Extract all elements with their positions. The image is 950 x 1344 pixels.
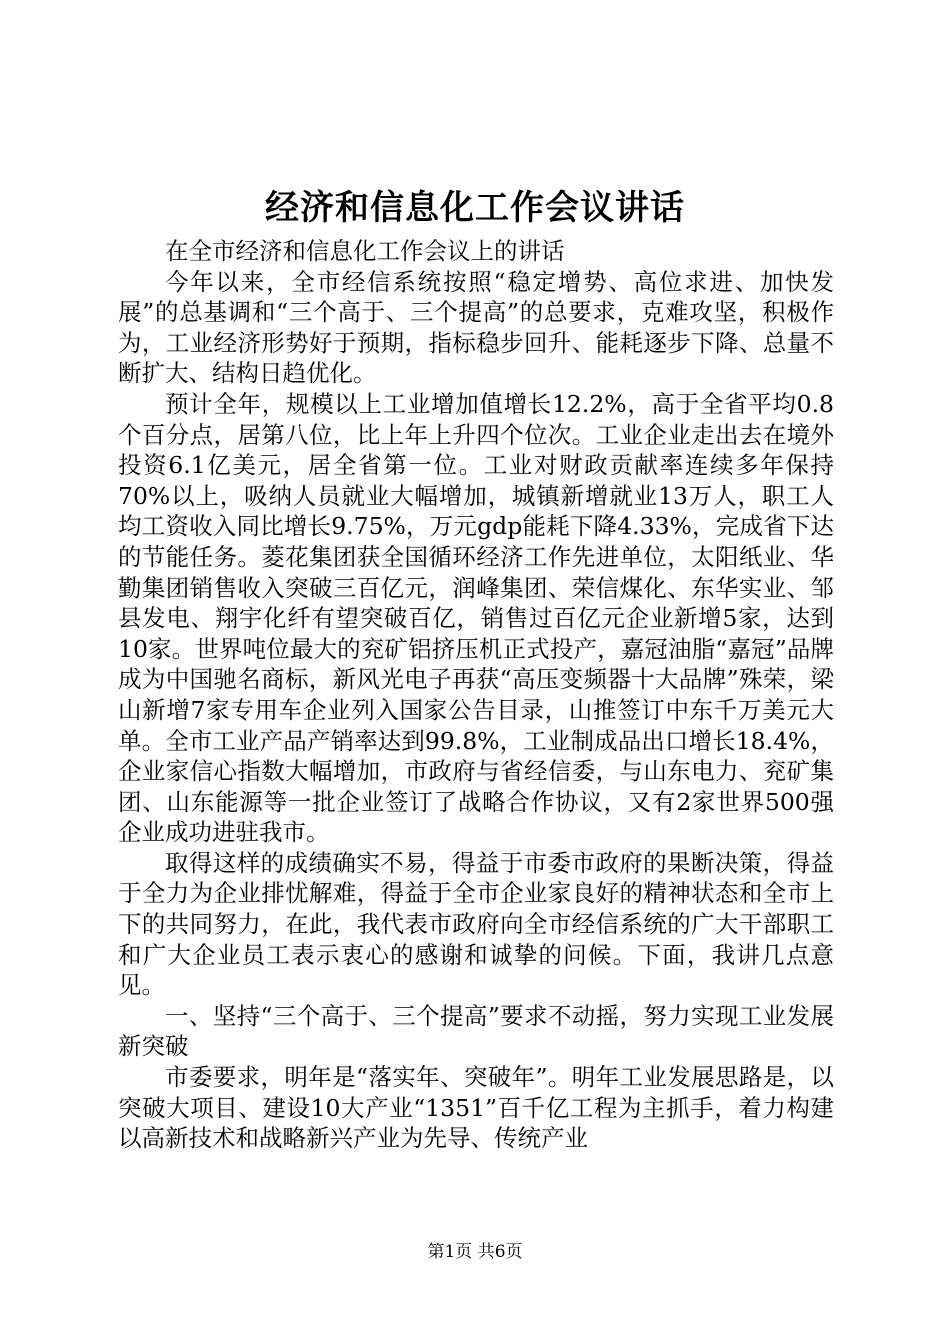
body-paragraph: 预计全年，规模以上工业增加值增长12.2%，高于全省平均0.8个百分点，居第八位，比上年上升四个位次。工业企业走出去在境外投资6.1亿美元，居全省第一位。工业对财政贡献率连续多年保持70%以上，吸纳人员就业大幅增加，城镇新增就业13万人，职工人均工资收入同比增长9.75%，万元gdp能耗下降4.33%，完成省下达的节能任务。菱花集团获全国循环经济工作先进单位，太阳纸业、华勤集团销售收入突破三百亿元，润峰集团、荣信煤化、东华实业、邹县发电、翔宇化纤有望突破百亿，销售过百亿元企业新增5家，达到10家。世界吨位最大的兖矿铝挤压机正式投产，嘉冠油脂“嘉冠”品牌成为中国驰名商标，新风光电子再获“高压变频器十大品牌”殊荣，梁山新增7家专用车企业列入国家公告目录，山推签订中东千万美元大单。全市工业产品产销率达到99.8%，工业制成品出口增长18.4%，企业家信心指数大幅增加，市政府与省经信委，与山东电力、兖矿集团、山东能源等一批企业签订了战略合作协议，又有2家世界500强企业成功进驻我市。 (118, 389, 834, 847)
document-body (118, 236, 834, 1154)
body-paragraph: 今年以来，全市经信系统按照“稳定增势、高位求进、加快发展”的总基调和“三个高于、三个提高”的总要求，克难攻坚，积极作为，工业经济形势好于预期，指标稳步回升、能耗逐步下降、总量不断扩大、结构日趋优化。 (118, 267, 834, 388)
document-title: 经济和信息化工作会议讲话 (265, 188, 685, 228)
page-number-footer: 第1页 共6页 (427, 1242, 523, 1262)
speech-subtitle-paragraph: 在全市经济和信息化工作会议上的讲话 (165, 237, 565, 265)
body-paragraph: 取得这样的成绩确实不易，得益于市委市政府的果断决策，得益于全力为企业排忧解难，得益于全市企业家良好的精神状态和全市上下的共同努力，在此，我代表市政府向全市经信系统的广大干部职工和广大企业员工表示衷心的感谢和诚挚的问候。下面，我讲几点意见。 (118, 848, 834, 1000)
body-paragraph: 市委要求，明年是“落实年、突破年”。明年工业发展思路是，以突破大项目、建设10大产业“1351”百千亿工程为主抓手，着力构建以高新技术和战略新兴产业为先导、传统产业 (118, 1063, 834, 1153)
section-heading-paragraph: 一、坚持“三个高于、三个提高”要求不动摇，努力实现工业发展新突破 (118, 1001, 834, 1061)
